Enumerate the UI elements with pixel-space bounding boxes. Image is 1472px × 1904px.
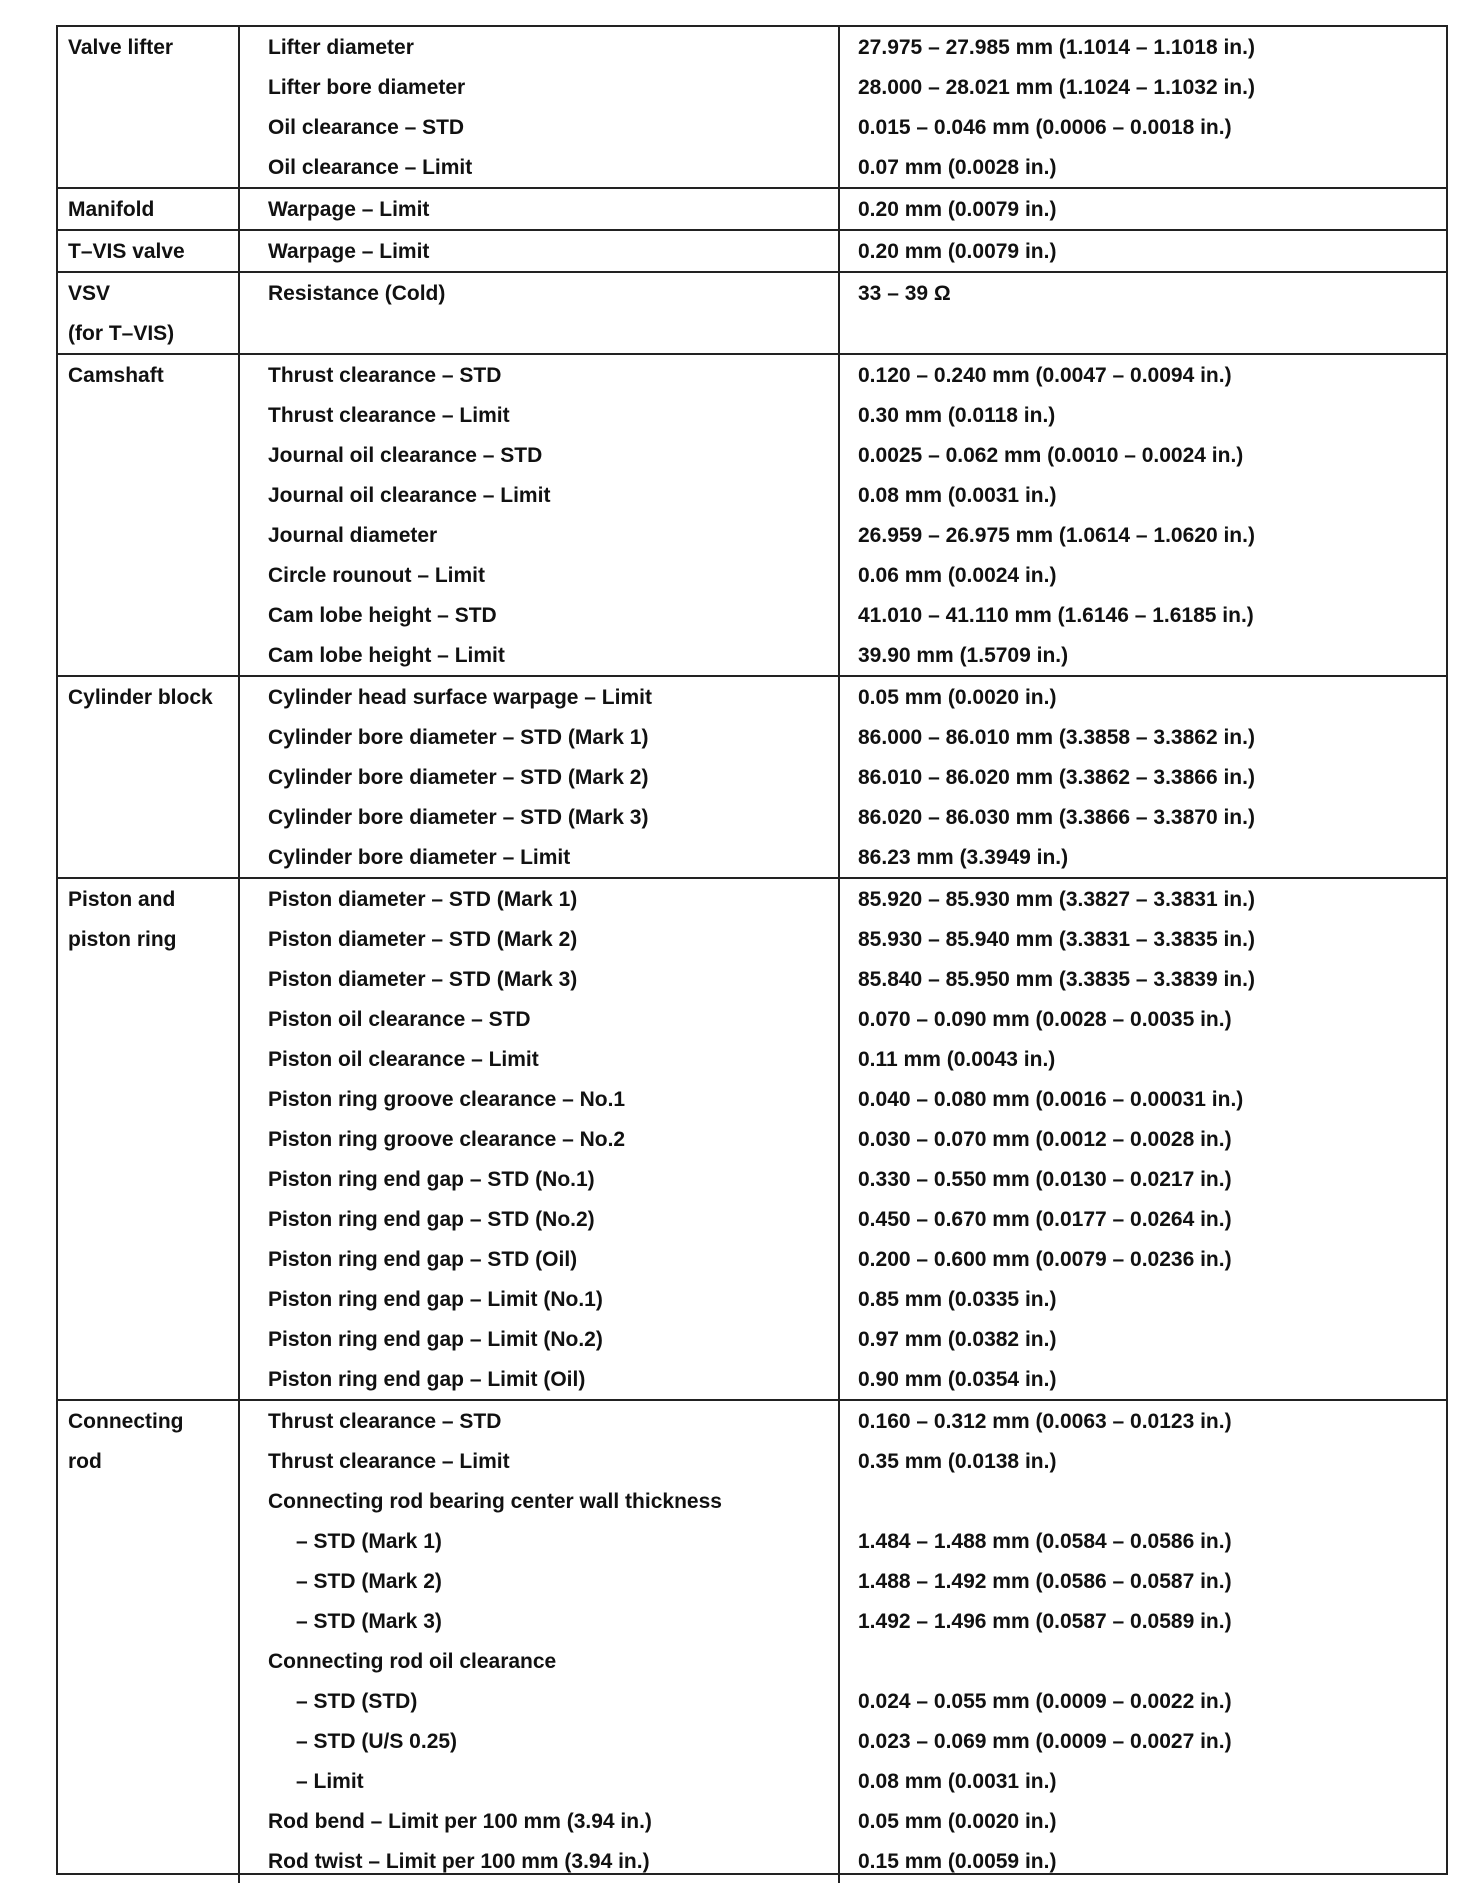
table-row <box>58 1320 1446 1360</box>
spec-item: Piston ring end gap – Limit (Oil) <box>268 1368 586 1391</box>
table-row <box>58 274 1446 314</box>
category-line: Valve lifter <box>68 36 174 59</box>
spec-value: 0.85 mm (0.0335 in.) <box>858 1288 1057 1311</box>
table-row <box>58 1160 1446 1200</box>
table-row <box>58 148 1446 188</box>
spec-value: 0.450 – 0.670 mm (0.0177 – 0.0264 in.) <box>858 1208 1232 1231</box>
spec-value: 0.030 – 0.070 mm (0.0012 – 0.0028 in.) <box>858 1128 1232 1151</box>
spec-value: 0.0025 – 0.062 mm (0.0010 – 0.0024 in.) <box>858 444 1244 467</box>
spec-item: Piston diameter – STD (Mark 2) <box>268 928 578 951</box>
spec-item: Cylinder bore diameter – STD (Mark 1) <box>268 726 649 749</box>
table-row <box>58 838 1446 878</box>
spec-value: 1.488 – 1.492 mm (0.0586 – 0.0587 in.) <box>858 1570 1232 1593</box>
table-row <box>58 1562 1446 1602</box>
spec-value: 0.120 – 0.240 mm (0.0047 – 0.0094 in.) <box>858 364 1232 387</box>
spec-item: Rod twist – Limit per 100 mm (3.94 in.) <box>268 1850 650 1873</box>
group-valve-lifter <box>58 27 1446 189</box>
category-line: Piston and <box>68 888 176 911</box>
table-row <box>58 556 1446 596</box>
spec-value: 0.06 mm (0.0024 in.) <box>858 564 1057 587</box>
category-line: Camshaft <box>68 364 164 387</box>
spec-item: Journal oil clearance – Limit <box>268 484 551 507</box>
spec-value: 0.023 – 0.069 mm (0.0009 – 0.0027 in.) <box>858 1730 1232 1753</box>
spec-item: Thrust clearance – Limit <box>268 1450 510 1473</box>
spec-item: Piston ring end gap – Limit (No.2) <box>268 1328 603 1351</box>
table-row <box>58 232 1446 272</box>
table-row <box>58 758 1446 798</box>
table-row <box>58 798 1446 838</box>
spec-item: – Limit <box>296 1770 364 1793</box>
table-row <box>58 1200 1446 1240</box>
spec-value: 0.08 mm (0.0031 in.) <box>858 1770 1057 1793</box>
spec-item: Rod bend – Limit per 100 mm (3.94 in.) <box>268 1810 652 1833</box>
spec-value: 0.040 – 0.080 mm (0.0016 – 0.00031 in.) <box>858 1088 1244 1111</box>
spec-item: Piston oil clearance – STD <box>268 1008 531 1031</box>
table-row <box>58 1802 1446 1842</box>
table-row <box>58 1080 1446 1120</box>
table-row <box>58 476 1446 516</box>
spec-value: 41.010 – 41.110 mm (1.6146 – 1.6185 in.) <box>858 604 1254 627</box>
spec-value: 28.000 – 28.021 mm (1.1024 – 1.1032 in.) <box>858 76 1255 99</box>
spec-item: Circle rounout – Limit <box>268 564 486 587</box>
table-row <box>58 880 1446 920</box>
category-line: Manifold <box>68 198 155 221</box>
group-vsv <box>58 273 1446 355</box>
spec-item: Piston ring end gap – Limit (No.1) <box>268 1288 603 1311</box>
spec-item: Cylinder bore diameter – STD (Mark 3) <box>268 806 649 829</box>
spec-item: Cylinder head surface warpage – Limit <box>268 686 652 709</box>
table-row <box>58 1402 1446 1442</box>
spec-item: Thrust clearance – STD <box>268 364 502 387</box>
spec-value: 0.11 mm (0.0043 in.) <box>858 1048 1056 1071</box>
spec-item: Piston ring groove clearance – No.2 <box>268 1128 626 1151</box>
spec-item: Piston ring end gap – STD (No.2) <box>268 1208 595 1231</box>
table-row <box>58 1682 1446 1722</box>
table-row <box>58 1482 1446 1522</box>
spec-item: Warpage – Limit <box>268 198 430 221</box>
spec-item: Piston diameter – STD (Mark 1) <box>268 888 578 911</box>
spec-value: 85.930 – 85.940 mm (3.3831 – 3.3835 in.) <box>858 928 1255 951</box>
spec-value: 0.330 – 0.550 mm (0.0130 – 0.0217 in.) <box>858 1168 1232 1191</box>
spec-value: 85.920 – 85.930 mm (3.3827 – 3.3831 in.) <box>858 888 1255 911</box>
spec-table <box>56 25 1448 1875</box>
table-row <box>58 1522 1446 1562</box>
group-manifold <box>58 189 1446 231</box>
table-row <box>58 960 1446 1000</box>
spec-value: 86.020 – 86.030 mm (3.3866 – 3.3870 in.) <box>858 806 1255 829</box>
table-row <box>58 1602 1446 1642</box>
table-row <box>58 718 1446 758</box>
spec-item: Cylinder bore diameter – STD (Mark 2) <box>268 766 649 789</box>
table-row <box>58 516 1446 556</box>
category-line: VSV <box>68 282 111 305</box>
table-row <box>58 190 1446 230</box>
spec-value: 0.20 mm (0.0079 in.) <box>858 240 1057 263</box>
spec-value: 0.35 mm (0.0138 in.) <box>858 1450 1057 1473</box>
spec-value: 0.15 mm (0.0059 in.) <box>858 1850 1057 1873</box>
spec-value: 0.015 – 0.046 mm (0.0006 – 0.0018 in.) <box>858 116 1232 139</box>
spec-value: 0.90 mm (0.0354 in.) <box>858 1368 1057 1391</box>
spec-item: Oil clearance – STD <box>268 116 465 139</box>
spec-value: 39.90 mm (1.5709 in.) <box>858 644 1069 667</box>
spec-item: Cam lobe height – STD <box>268 604 497 627</box>
category-line: Connecting <box>68 1410 184 1433</box>
spec-item: Resistance (Cold) <box>268 282 446 305</box>
group-cylinder-block <box>58 677 1446 879</box>
spec-item: Piston ring end gap – STD (Oil) <box>268 1248 578 1271</box>
spec-item: Piston oil clearance – Limit <box>268 1048 539 1071</box>
spec-value: 0.024 – 0.055 mm (0.0009 – 0.0022 in.) <box>858 1690 1232 1713</box>
table-row <box>58 1442 1446 1482</box>
spec-item: Lifter diameter <box>268 36 414 59</box>
spec-value: 0.20 mm (0.0079 in.) <box>858 198 1057 221</box>
group-t-vis-valve <box>58 231 1446 273</box>
spec-value: 27.975 – 27.985 mm (1.1014 – 1.1018 in.) <box>858 36 1255 59</box>
category-line: Cylinder block <box>68 686 213 709</box>
table-row <box>58 1762 1446 1802</box>
spec-item: – STD (Mark 3) <box>296 1610 442 1633</box>
group-piston <box>58 879 1446 1401</box>
spec-value: 86.23 mm (3.3949 in.) <box>858 846 1069 869</box>
spec-value: 26.959 – 26.975 mm (1.0614 – 1.0620 in.) <box>858 524 1255 547</box>
spec-item: Journal oil clearance – STD <box>268 444 543 467</box>
table-row <box>58 356 1446 396</box>
spec-item: Thrust clearance – STD <box>268 1410 502 1433</box>
table-row <box>58 678 1446 718</box>
spec-value: 1.484 – 1.488 mm (0.0584 – 0.0586 in.) <box>858 1530 1232 1553</box>
table-row <box>58 596 1446 636</box>
table-row <box>58 1120 1446 1160</box>
spec-item: Cam lobe height – Limit <box>268 644 505 667</box>
spec-item: – STD (STD) <box>296 1690 418 1713</box>
spec-value: 0.07 mm (0.0028 in.) <box>858 156 1057 179</box>
spec-value: 0.05 mm (0.0020 in.) <box>858 686 1057 709</box>
spec-item: Piston ring groove clearance – No.1 <box>268 1088 626 1111</box>
spec-value: 0.08 mm (0.0031 in.) <box>858 484 1057 507</box>
category-line: rod <box>68 1450 102 1473</box>
spec-value: 86.000 – 86.010 mm (3.3858 – 3.3862 in.) <box>858 726 1255 749</box>
spec-item: Thrust clearance – Limit <box>268 404 510 427</box>
group-connecting-rod <box>58 1401 1446 1883</box>
table-row <box>58 396 1446 436</box>
spec-item: Connecting rod oil clearance <box>268 1650 557 1673</box>
table-row <box>58 436 1446 476</box>
spec-item: Journal diameter <box>268 524 438 547</box>
table-row <box>58 1722 1446 1762</box>
spec-value: 85.840 – 85.950 mm (3.3835 – 3.3839 in.) <box>858 968 1255 991</box>
spec-value: 0.070 – 0.090 mm (0.0028 – 0.0035 in.) <box>858 1008 1232 1031</box>
spec-item: Cylinder bore diameter – Limit <box>268 846 571 869</box>
spec-item: Oil clearance – Limit <box>268 156 473 179</box>
table-row <box>58 314 1446 354</box>
spec-value: 0.200 – 0.600 mm (0.0079 – 0.0236 in.) <box>858 1248 1232 1271</box>
spec-item: Warpage – Limit <box>268 240 430 263</box>
table-row <box>58 108 1446 148</box>
category-line: piston ring <box>68 928 177 951</box>
table-row <box>58 68 1446 108</box>
table-row <box>58 636 1446 676</box>
category-line: (for T–VIS) <box>68 322 175 345</box>
spec-item: Connecting rod bearing center wall thickness <box>268 1490 722 1513</box>
spec-value: 0.05 mm (0.0020 in.) <box>858 1810 1057 1833</box>
table-row <box>58 1842 1446 1882</box>
spec-item: – STD (Mark 1) <box>296 1530 442 1553</box>
table-row <box>58 1000 1446 1040</box>
table-row <box>58 1240 1446 1280</box>
spec-value: 86.010 – 86.020 mm (3.3862 – 3.3866 in.) <box>858 766 1255 789</box>
spec-value: 1.492 – 1.496 mm (0.0587 – 0.0589 in.) <box>858 1610 1232 1633</box>
table-row <box>58 920 1446 960</box>
spec-item: Piston ring end gap – STD (No.1) <box>268 1168 595 1191</box>
table-row <box>58 1642 1446 1682</box>
spec-item: Lifter bore diameter <box>268 76 466 99</box>
spec-value: 0.30 mm (0.0118 in.) <box>858 404 1056 427</box>
spec-value: 33 – 39 Ω <box>858 282 951 305</box>
table-row <box>58 28 1446 68</box>
group-camshaft <box>58 355 1446 677</box>
spec-item: Piston diameter – STD (Mark 3) <box>268 968 578 991</box>
spec-item: – STD (U/S 0.25) <box>296 1730 458 1753</box>
table-row <box>58 1280 1446 1320</box>
spec-value: 0.160 – 0.312 mm (0.0063 – 0.0123 in.) <box>858 1410 1232 1433</box>
spec-item: – STD (Mark 2) <box>296 1570 442 1593</box>
category-line: T–VIS valve <box>68 240 185 263</box>
table-row <box>58 1360 1446 1400</box>
table-row <box>58 1040 1446 1080</box>
spec-value: 0.97 mm (0.0382 in.) <box>858 1328 1057 1351</box>
